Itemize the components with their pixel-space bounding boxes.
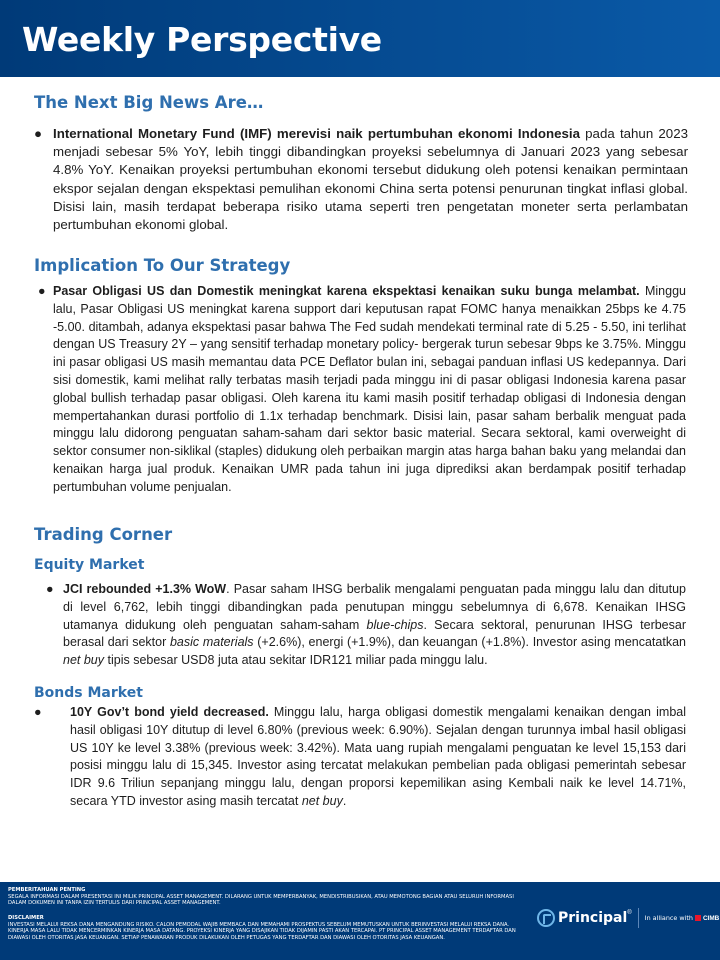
footer-disclaimer [8, 915, 518, 941]
page-header [0, 0, 720, 77]
bullet-dot-icon: ● [34, 705, 42, 719]
page-title: Weekly Perspective [22, 20, 382, 59]
strategy-bullet-lead: Pasar Obligasi US dan Domestik meningkat karena ekspektasi kenaikan suku bunga melambat. [53, 284, 640, 298]
principal-logo-icon [537, 909, 555, 927]
footer-disclaimer-title: DISCLAIMER [8, 915, 44, 921]
strategy-bullet-text: Minggu lalu, Pasar Obligasi US meningkat karena support dari keputusan rapat FOMC hanya menaikkan 25bps ke 4.75 -5.00. ditambah, adanya ekspektasi pasar bahwa The Fed sudah mendekati terminal rate di 5.25 - 5.50, ini terlihat dengan US Treasury 2Y – yang sensitif terhadap monetary policy- bergerak turun sebesar 9bps ke 3.75%. Minggu ini pasar obligasi US masih memantau data PCE Deflator bulan ini, sebagai panduan inflasi US kedepannya. Dari sisi domestik, kami melihat rally terbatas masih terjadi pada minggu ini di pasar obligasi Indonesia karena pasar global bullish terhadap pasar obligasi. Oleh karena itu kami masih positif terhadap obligasi di Indonesia dengan mempertahankan durasi portfolio di 1.1x terhadap benchmark. Disisi lain, pasar saham berbalik menguat pada minggu lalu didorong penguatan saham-saham dari sektor basic material. Secara sektoral, kami overweight di sektor consumer non-siklikal (staples) didukung oleh perbaikan margin atas harga bahan baku yang melandai dan kenaikan harga jual produk. Kenaikan UMR pada tahun ini juga diprediksi akan berdampak positif terhadap pertumbuhan volume penjualan. [53, 284, 686, 494]
equity-text-2: . Secara sektoral, penurunan IHSG terbesar berasal dari sektor [63, 617, 686, 650]
equity-bullet-lead: JCI rebounded +1.3% WoW [63, 582, 227, 596]
cimb-mark-icon [695, 915, 701, 921]
footer-disclaimer-text: INVESTASI MELALUI REKSA DANA MENGANDUNG RISIKO. CALON PEMODAL WAJIB MEMBACA DAN MEMAHAMI PROSPEKTUS SEBELUM MEMUTUSKAN UNTUK BERINVESTASI MELALUI REKSA DANA. KINERJA MASA LALU TIDAK MENCERMINKAN KINERJA MASA DATANG. PROYEKSI KINERJA YANG DISAJIKAN TIDAK DIJAMIN PASTI AKAN TERCAPAI. PT PRINCIPAL ASSET MANAGEMENT TERDAFTAR DAN DIAWASI OLEH OTORITAS JASA KEUANGAN. SETIAP PENAWARAN PRODUK DILAKUKAN OLEH PETUGAS YANG TERDAFTAR DAN DIAWASI OLEH OTORITAS JASA KEUANGAN. [8, 921, 516, 941]
footer-notice-title: PEMBERITAHUAN PENTING [8, 887, 86, 893]
bullet-dot-icon: ● [38, 284, 46, 298]
footer-notice-text: SEGALA INFORMASI DALAM PRESENTASI INI MILIK PRINCIPAL ASSET MANAGEMENT. DILARANG UNTUK MEMPERBANYAK, MENDISTRIBUSIKAN, ATAU MEMOTONG BAGIAN ATAU SELURUH INFORMASI DALAM DOKUMEN INI TANPA IZIN TERTULIS DARI PRINCIPAL ASSET MANAGEMENT. [8, 893, 514, 907]
equity-text-1: . Pasar saham IHSG berbalik mengalami penguatan pada minggu lalu dan ditutup di level 6,762, lebih tinggi dibandingkan pada penutupan minggu sebelumnya di 6,678. Kenaikan IHSG utamanya didukung oleh penguatan saham-saham [63, 582, 687, 632]
bonds-italic-1: net buy [301, 793, 343, 808]
alliance-text: In alliance with [644, 914, 693, 922]
equity-subheading: Equity Market [34, 557, 145, 573]
principal-logo [537, 906, 719, 930]
news-bullet-lead: International Monetary Fund (IMF) merevisi naik pertumbuhan ekonomi Indonesia [53, 126, 580, 141]
equity-text-4: tipis sebesar USD8 juta atau sekitar IDR121 miliar pada minggu lalu. [104, 653, 488, 668]
trading-heading: Trading Corner [34, 525, 173, 544]
partner-logo [695, 915, 719, 922]
logo-divider [638, 908, 639, 928]
bonds-text-2: . [342, 793, 347, 808]
strategy-heading: Implication To Our Strategy [34, 256, 291, 275]
partner-name: CIMB [702, 914, 720, 922]
bonds-bullet-lead: 10Y Gov’t bond yield decreased. [70, 705, 269, 719]
news-bullet-text: pada tahun 2023 menjadi sebesar 5% YoY, lebih tinggi dibandingkan proyeksi sebelumnya di Januari 2023 yang sebesar 4.8% YoY. Kenaikan proyeksi pertumbuhan ekonomi tersebut didukung oleh potensi kenaikan permintaan ekspor sejalan dengan ekspektasi pemulihan ekonomi China serta potensi penurunan tingkat inflasi global. Disisi lain, masih terdapat beberapa risiko utama seperti tren pengetatan moneter serta perlambatan pertumbuhan ekonomi global. [53, 126, 688, 233]
bonds-text-1: Minggu lalu, harga obligasi domestik mengalami kenaikan dengan imbal hasil obligasi 10Y ditutup di level 6.80% (previous week: 6.90%). Sejalan dengan turunnya imbal hasil obligasi US 10Y ke level 3.38% (previous week: 3.42%). Mata uang rupiah mengalami penguatan ke level 15,153 dari posisi minggu lalu di 15,345. Investor asing tercatat melakukan pembelian pada obligasi pemerintah sebesar IDR 9.6 Triliun sepanjang minggu lalu, dengan proporsi kepemilikan asing Kembali naik ke level 14.71%, secara YTD investor asing masih tercatat [70, 705, 686, 808]
news-heading: The Next Big News Are… [34, 93, 264, 112]
brand-name: Principal [558, 910, 628, 926]
bullet-dot-icon: ● [34, 126, 43, 141]
equity-bullet [46, 581, 686, 670]
bullet-dot-icon: ● [46, 582, 54, 596]
bonds-bullet [34, 704, 686, 811]
equity-italic-3: net buy [63, 653, 105, 668]
equity-text-3: (+2.6%), energi (+1.9%), dan keuangan (+1.8%). Investor asing mencatatkan [253, 635, 686, 650]
strategy-bullet [38, 283, 686, 497]
footer-notice [8, 887, 518, 907]
news-bullet [34, 125, 688, 234]
bonds-subheading: Bonds Market [34, 685, 143, 701]
brand-mark: ® [627, 910, 632, 916]
equity-italic-1: blue-chips [366, 617, 424, 632]
equity-italic-2: basic materials [169, 635, 254, 650]
